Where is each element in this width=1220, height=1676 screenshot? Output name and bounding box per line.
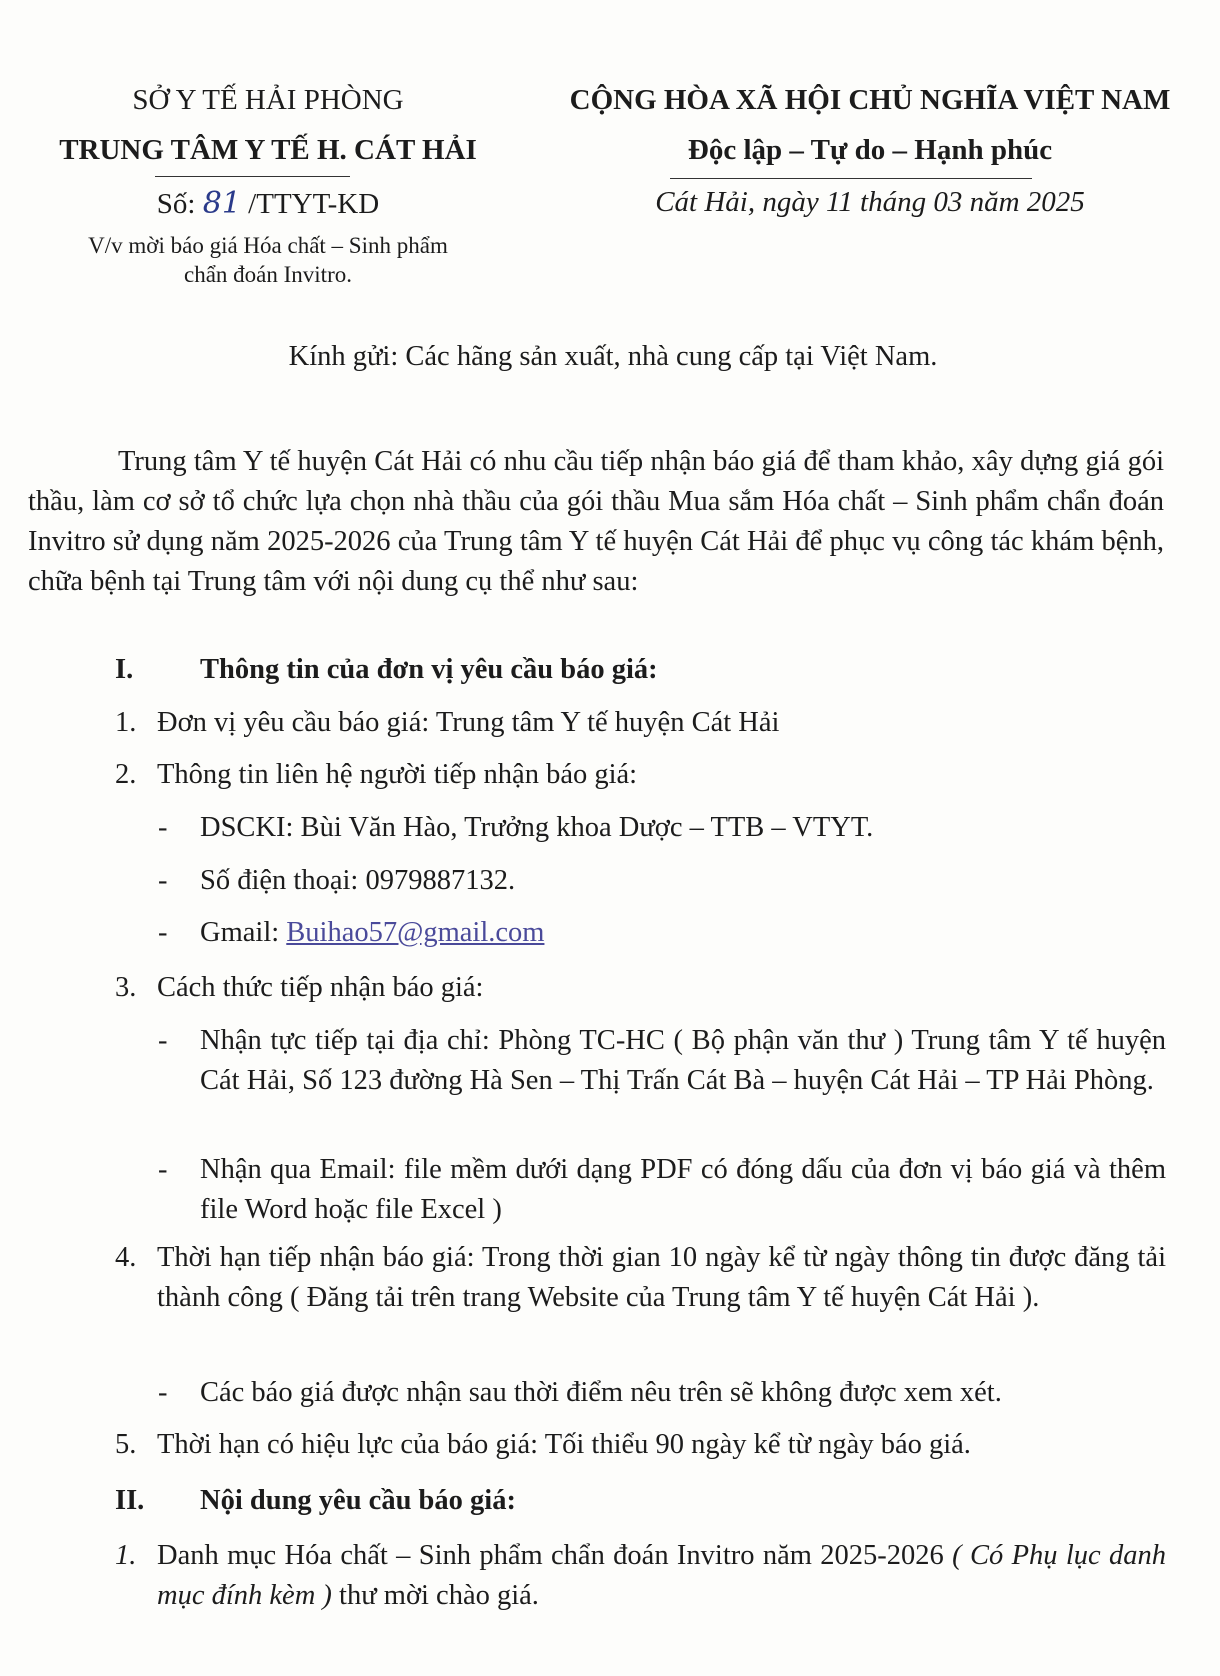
bullet-dash: - [158, 812, 168, 843]
bullet-dash: - [158, 1025, 168, 1056]
item-1-text: Đơn vị yêu cầu báo giá: Trung tâm Y tế huyện Cát Hải [157, 707, 780, 738]
section-2-numeral: II. [115, 1485, 145, 1516]
agency-name: SỞ Y TẾ HẢI PHÒNG [132, 84, 404, 116]
bullet-dash: - [158, 1377, 168, 1408]
email-label: Gmail: [200, 917, 280, 948]
item-3-text: Cách thức tiếp nhận báo giá: [157, 972, 484, 1003]
item-3-number: 3. [115, 972, 137, 1003]
center-name: TRUNG TÂM Y TẾ H. CÁT HẢI [59, 134, 477, 166]
item-2-text: Thông tin liên hệ người tiếp nhận báo giá: [157, 759, 638, 790]
intro-paragraph [28, 442, 1164, 602]
country-name: CỘNG HÒA XÃ HỘI CHỦ NGHĨA VIỆT NAM [569, 84, 1171, 116]
issue-date: Cát Hải, ngày 11 tháng 03 năm 2025 [655, 186, 1085, 218]
number-handwritten: 81 [202, 186, 241, 221]
greeting: Kính gửi: Các hãng sản xuất, nhà cung cấp tại Việt Nam. [288, 341, 938, 372]
section-2-title: Nội dung yêu cầu báo giá: [200, 1485, 516, 1516]
method-email: Nhận qua Email: file mềm dưới dạng PDF có đóng dấu của đơn vị báo giá và thêm file Word hoặc file Excel ) [200, 1154, 1166, 1225]
method-direct: Nhận tực tiếp tại địa chỉ: Phòng TC-HC ( Bộ phận văn thư ) Trung tâm Y tế huyện Cát Hải, Số 123 đường Hà Sen – Thị Trấn Cát Bà – huyện Cát Hải – TP Hải Phòng. [200, 1025, 1166, 1096]
contact-email-line [200, 913, 1166, 953]
document-number [28, 186, 508, 221]
section-1-title: Thông tin của đơn vị yêu cầu báo giá: [200, 654, 658, 685]
section-2-item-1-text [157, 1536, 1166, 1616]
item-5-text: Thời hạn có hiệu lực của báo giá: Tối thiểu 90 ngày kể từ ngày báo giá. [157, 1429, 971, 1460]
center-underline [155, 176, 350, 177]
item-1-number: 1. [115, 707, 137, 738]
item-4-number: 4. [115, 1242, 137, 1273]
number-suffix: /TTYT-KD [248, 188, 380, 220]
email-link[interactable]: Buihao57@gmail.com [286, 917, 545, 948]
bullet-dash: - [158, 865, 168, 896]
bullet-dash: - [158, 917, 168, 948]
item-2-number: 2. [115, 759, 137, 790]
catalog-text: Danh mục Hóa chất – Sinh phẩm chẩn đoán Invitro năm 2025-2026 [157, 1540, 944, 1571]
motto: Độc lập – Tự do – Hạnh phúc [687, 134, 1053, 166]
deadline-note: Các báo giá được nhận sau thời điểm nêu trên sẽ không được xem xét. [200, 1377, 1002, 1408]
section-2-item-1-number: 1. [115, 1540, 137, 1571]
intro-text: Trung tâm Y tế huyện Cát Hải có nhu cầu tiếp nhận báo giá để tham khảo, xây dựng giá gói thầu, làm cơ sở tổ chức lựa chọn nhà thầu của gói thầu Mua sắm Hóa chất – Sinh phẩm chẩn đoán Invitro sử dụng năm 2025-2026 của Trung tâm Y tế huyện Cát Hải để phục vụ công tác khám bệnh, chữa bệnh tại Trung tâm với nội dung cụ thể như sau: [28, 446, 1164, 597]
appendix-note: ( Có Phụ lục danh mục đính kèm ) [157, 1540, 1167, 1611]
section-1-numeral: I. [115, 654, 134, 685]
number-prefix: Số: [156, 188, 196, 220]
catalog-text-end: thư mời chào giá. [339, 1580, 539, 1611]
bullet-dash: - [158, 1154, 168, 1185]
subject-line-2: chẩn đoán Invitro. [184, 262, 352, 287]
item-5-number: 5. [115, 1429, 137, 1460]
item-4-text: Thời hạn tiếp nhận báo giá: Trong thời gian 10 ngày kể từ ngày thông tin được đăng tải thành công ( Đăng tải trên trang Website của Trung tâm Y tế huyện Cát Hải ). [157, 1242, 1166, 1313]
contact-person: DSCKI: Bùi Văn Hào, Trưởng khoa Dược – TTB – VTYT. [200, 812, 874, 843]
subject-line-1: V/v mời báo giá Hóa chất – Sinh phẩm [88, 233, 448, 258]
motto-underline [670, 178, 1032, 179]
contact-phone: Số điện thoại: 0979887132. [200, 865, 516, 896]
